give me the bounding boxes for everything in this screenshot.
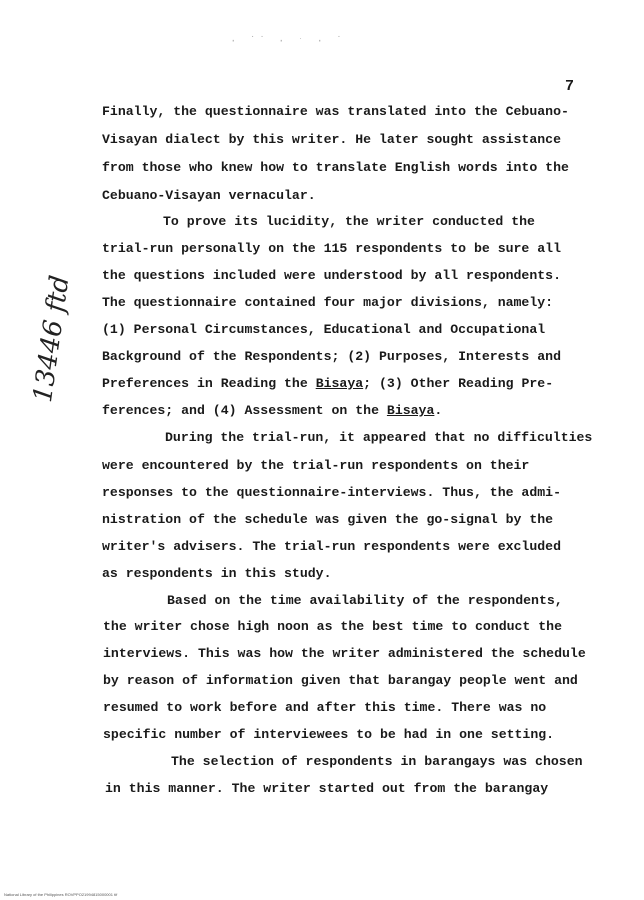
text-line: To prove its lucidity, the writer conducted the	[163, 214, 535, 229]
text-line: nistration of the schedule was given the go-signal by the	[102, 512, 554, 527]
text-run: .	[434, 403, 443, 418]
text-line: as respondents in this study.	[102, 566, 332, 581]
text-line: from those who knew how to translate English words into the	[102, 160, 569, 175]
text-line: During the trial-run, it appeared that no difficulties	[165, 430, 593, 445]
text-run: ; (3) Other Reading Pre-	[363, 376, 554, 391]
page-number: 7	[565, 78, 575, 95]
text-line: interviews. This was how the writer administered the schedule	[103, 646, 586, 661]
text-line: The selection of respondents in barangays was chosen	[171, 754, 583, 769]
underlined-term: Bisaya	[315, 376, 364, 391]
underlined-term: Bisaya	[386, 403, 435, 418]
text-line: trial-run personally on the 115 respondents to be sure all	[102, 241, 561, 256]
text-line: The questionnaire contained four major divisions, namely:	[102, 295, 554, 310]
text-line	[102, 403, 442, 418]
text-line: Finally, the questionnaire was translated into the Cebuano-	[102, 104, 569, 119]
text-line: responses to the questionnaire-interviews. Thus, the admi-	[102, 485, 561, 500]
text-line: in this manner. The writer started out from the barangay	[105, 781, 549, 796]
text-line: Cebuano-Visayan vernacular.	[102, 188, 316, 203]
text-run: ferences; and (4) Assessment on the	[102, 403, 387, 418]
text-line: Based on the time availability of the respondents,	[167, 593, 563, 608]
text-line: the questions included were understood by all respondents.	[102, 268, 561, 283]
text-line: were encountered by the trial-run respondents on their	[102, 458, 530, 473]
text-line: Background of the Respondents; (2) Purposes, Interests and	[102, 349, 561, 364]
text-line: (1) Personal Circumstances, Educational and Occupational	[102, 322, 546, 337]
text-line: resumed to work before and after this time. There was no	[103, 700, 547, 715]
handwritten-margin-note: 13446 ftd	[28, 273, 76, 405]
text-line: the writer chose high noon as the best time to conduct the	[103, 619, 562, 634]
text-run: Preferences in Reading the	[102, 376, 316, 391]
text-line: specific number of interviewees to be had in one setting.	[103, 727, 555, 742]
text-line: Visayan dialect by this writer. He later sought assistance	[102, 132, 561, 147]
faint-stamp: · ˙˙ · ˑ · ˙	[230, 36, 346, 48]
text-line	[102, 376, 553, 391]
text-line: by reason of information given that barangay people went and	[103, 673, 578, 688]
text-line: writer's advisers. The trial-run respondents were excluded	[102, 539, 561, 554]
scan-footer: National Library of the Philippines ROVPPO21994815000001 tif	[4, 892, 118, 897]
